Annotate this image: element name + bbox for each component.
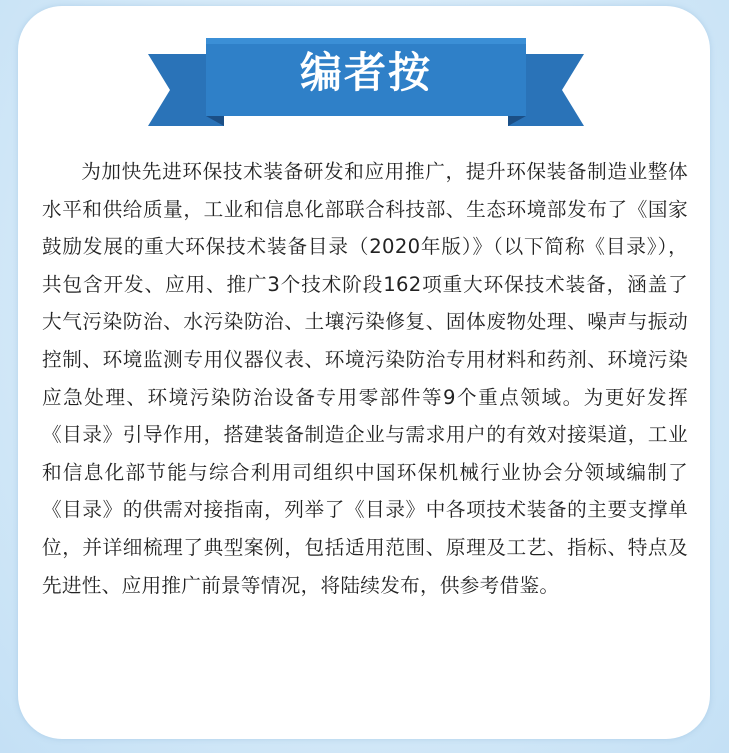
- page-title: 编者按: [299, 48, 432, 97]
- editor-note-paragraph: 为加快先进环保技术装备研发和应用推广，提升环保装备制造业整体水平和供给质量，工业和信息化部联合科技部、生态环境部发布了《国家鼓励发展的重大环保技术装备目录（2020年版）》（以下简称《目录》），共包含开发、应用、推广3个技术阶段162项重大环保技术装备，涵盖了大气污染防治、水污染防治、土壤污染修复、固体废物处理、噪声与振动控制、环境监测专用仪器仪表、环境污染防治专用材料和药剂、环境污染应急处理、环境污染防治设备专用零部件等9个重点领域。为更好发挥《目录》引导作用，搭建装备制造企业与需求用户的有效对接渠道，工业和信息化部节能与综合利用司组织中国环保机械行业协会分领域编制了《目录》的供需对接指南，列举了《目录》中各项技术装备的主要支撑单位，并详细梳理了典型案例，包括适用范围、原理及工艺、指标、特点及先进性、应用推广前景等情况，将陆续发布，供参考借鉴。: [42, 160, 688, 597]
- title-ribbon-banner: [148, 30, 584, 130]
